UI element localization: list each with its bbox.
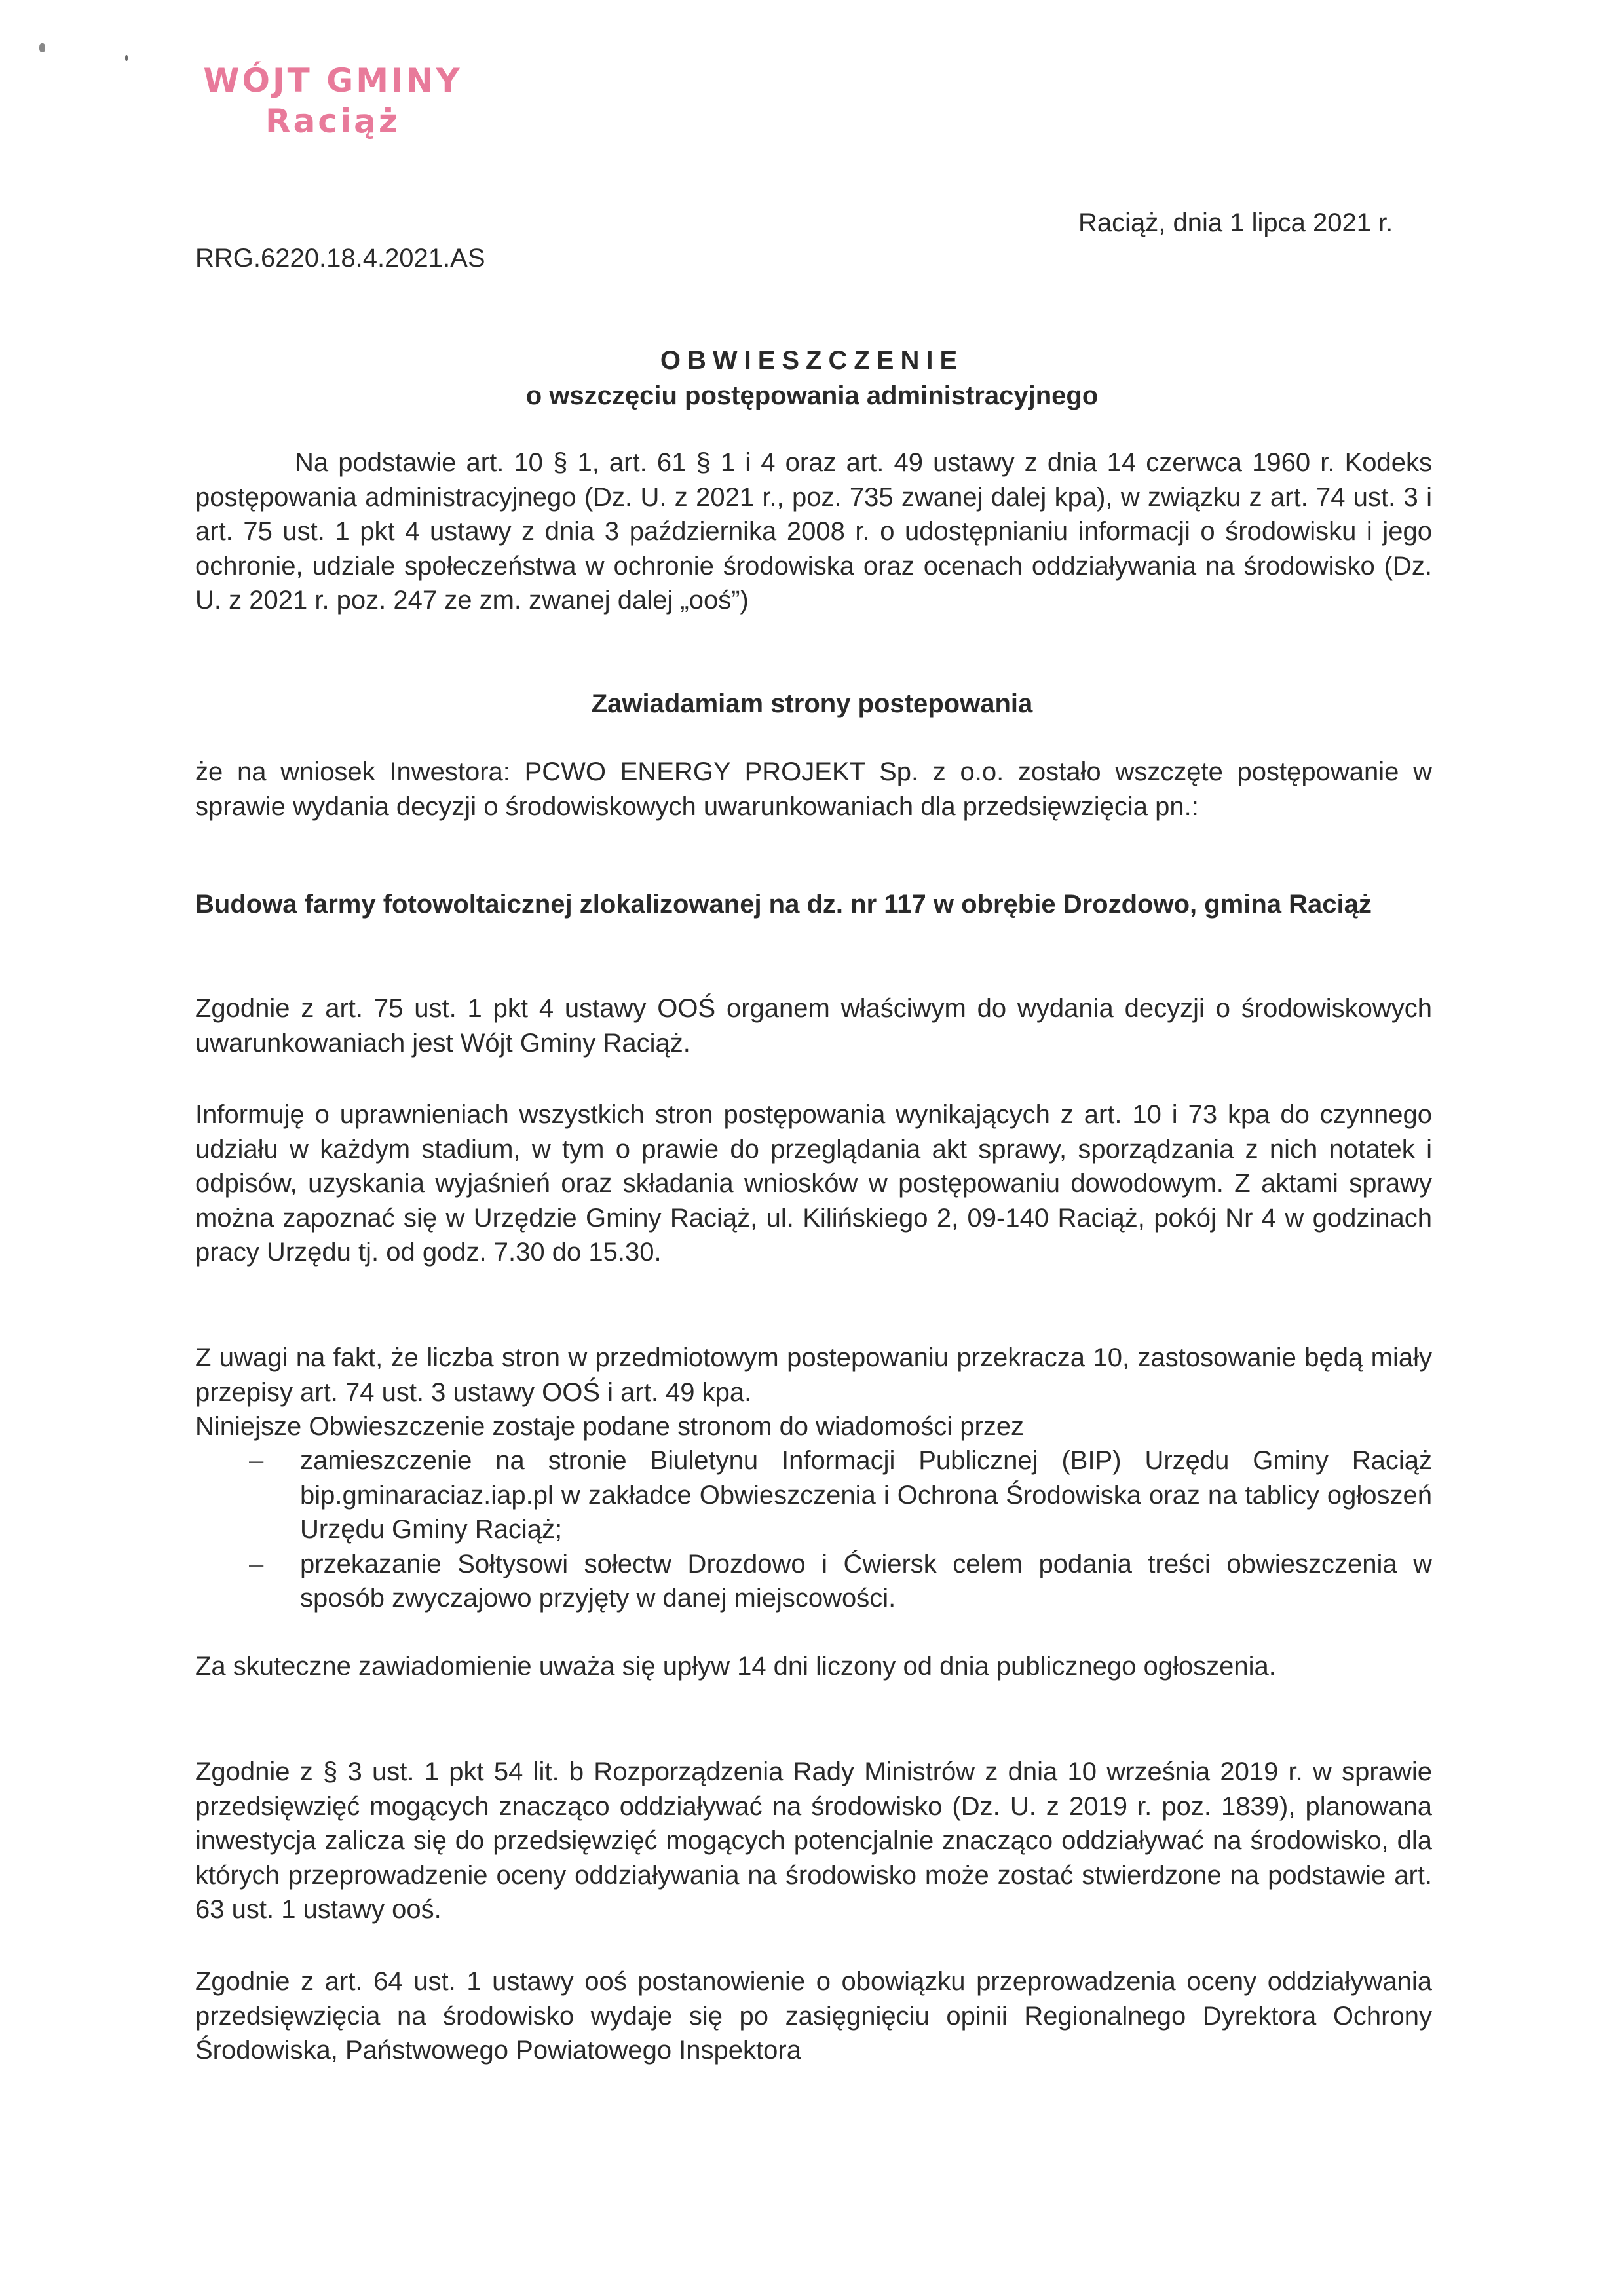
effective-notice-paragraph: Za skuteczne zawiadomienie uważa się upływ 14 dni liczony od dnia publicznego ogłoszenia. [195, 1652, 1276, 1681]
publication-methods-list [195, 1444, 1432, 1616]
official-stamp [195, 60, 470, 142]
stamp-line-2: Raciąż [265, 102, 400, 140]
document-subtitle: o wszczęciu postępowania administracyjnego [525, 381, 1099, 410]
art64-paragraph: Zgodnie z art. 64 ust. 1 ustawy ooś postanowienie o obowiązku przeprowadzenia oceny oddziaływania przedsięwzięcia na środowisko wydaje się po zasięgnięciu opinii Regionalnego Dyrektora Ochrony Środowiska, Państwowego Powiatowego Inspektora [195, 1967, 1432, 2065]
scan-speck [39, 43, 45, 52]
place-and-date: Raciąż, dnia 1 lipca 2021 r. [1078, 208, 1393, 237]
reference-number: RRG.6220.18.4.2021.AS [195, 244, 485, 273]
dash-bullet-icon: – [249, 1446, 264, 1475]
list-item-text: zamieszczenie na stronie Biuletynu Informacji Publicznej (BIP) Urzędu Gminy Raciąż bip.gminaraciaz.iap.pl w zakładce Obwieszczenia i Ochrona Środowiska oraz na tablicy ogłoszeń Urzędu Gminy Raciąż; [300, 1446, 1432, 1544]
dash-bullet-icon: – [249, 1549, 264, 1578]
list-item [195, 1444, 1432, 1547]
initiation-paragraph: że na wniosek Inwestora: PCWO ENERGY PROJEKT Sp. z o.o. zostało wszczęte postępowanie w sprawie wydania decyzji o środowiskowych uwarunkowaniach dla przedsięwzięcia pn.: [195, 757, 1432, 821]
notify-heading: Zawiadamiam strony postepowania [591, 689, 1033, 718]
regulation-paragraph: Zgodnie z § 3 ust. 1 pkt 54 lit. b Rozporządzenia Rady Ministrów z dnia 10 września 2019 r. w sprawie przedsięwzięć mogących znacząco oddziaływać na środowisko (Dz. U. z 2019 r. poz. 1839), planowana inwestycja zalicza się do przedsięwzięć mogących potencjalnie znacząco oddziaływać na środowisko, dla których przeprowadzenie oceny oddziaływania na środowisko może zostać stwierdzone na podstawie art. 63 ust. 1 ustawy ooś. [195, 1757, 1432, 1924]
legal-basis-paragraph: Na podstawie art. 10 § 1, art. 61 § 1 i 4 oraz art. 49 ustawy z dnia 14 czerwca 1960 r. Kodeks postępowania administracyjnego (Dz. U. z 2021 r., poz. 735 zwanej dalej kpa), w związku z art. 74 ust. 3 i art. 75 ust. 1 pkt 4 ustawy z dnia 3 października 2008 r. o udostępnianiu informacji o środowisku i jego ochronie, udziale społeczeństwa w ochronie środowiska oraz ocenach oddziaływania na środowisko (Dz. U. z 2021 r. poz. 247 ze zm. zwanej dalej „ooś”) [195, 448, 1432, 615]
list-item-text: przekazanie Sołtysowi sołectw Drozdowo i Ćwiersk celem podania treści obwieszczenia w sposób zwyczajowo przyjęty w danej miejscowości. [300, 1549, 1432, 1613]
publication-intro: Niniejsze Obwieszczenie zostaje podane stronom do wiadomości przez [195, 1412, 1025, 1441]
parties-count-paragraph: Z uwagi na fakt, że liczba stron w przedmiotowym postepowaniu przekracza 10, zastosowanie będą miały przepisy art. 74 ust. 3 ustawy OOŚ i art. 49 kpa. [195, 1343, 1432, 1407]
authority-paragraph: Zgodnie z art. 75 ust. 1 pkt 4 ustawy OOŚ organem właściwym do wydania decyzji o środowiskowych uwarunkowaniach jest Wójt Gminy Raciąż. [195, 994, 1432, 1058]
scan-speck [125, 55, 128, 61]
stamp-line-1: WÓJT GMINY [203, 62, 463, 100]
list-item [195, 1547, 1432, 1616]
project-name: Budowa farmy fotowoltaicznej zlokalizowanej na dz. nr 117 w obrębie Drozdowo, gmina Raciąż [195, 890, 1372, 919]
party-rights-paragraph: Informuję o uprawnieniach wszystkich stron postępowania wynikających z art. 10 i 73 kpa do czynnego udziału w każdym stadium, w tym o prawie do przeglądania akt sprawy, sporządzania z nich notatek i odpisów, uzyskania wyjaśnień oraz składania wniosków w postępowaniu dowodowym. Z aktami sprawy można zapoznać się w Urzędzie Gminy Raciąż, ul. Kilińskiego 2, 09-140 Raciąż, pokój Nr 4 w godzinach pracy Urzędu tj. od godz. 7.30 do 15.30. [195, 1100, 1432, 1267]
document-title: OBWIESZCZENIE [660, 346, 964, 375]
